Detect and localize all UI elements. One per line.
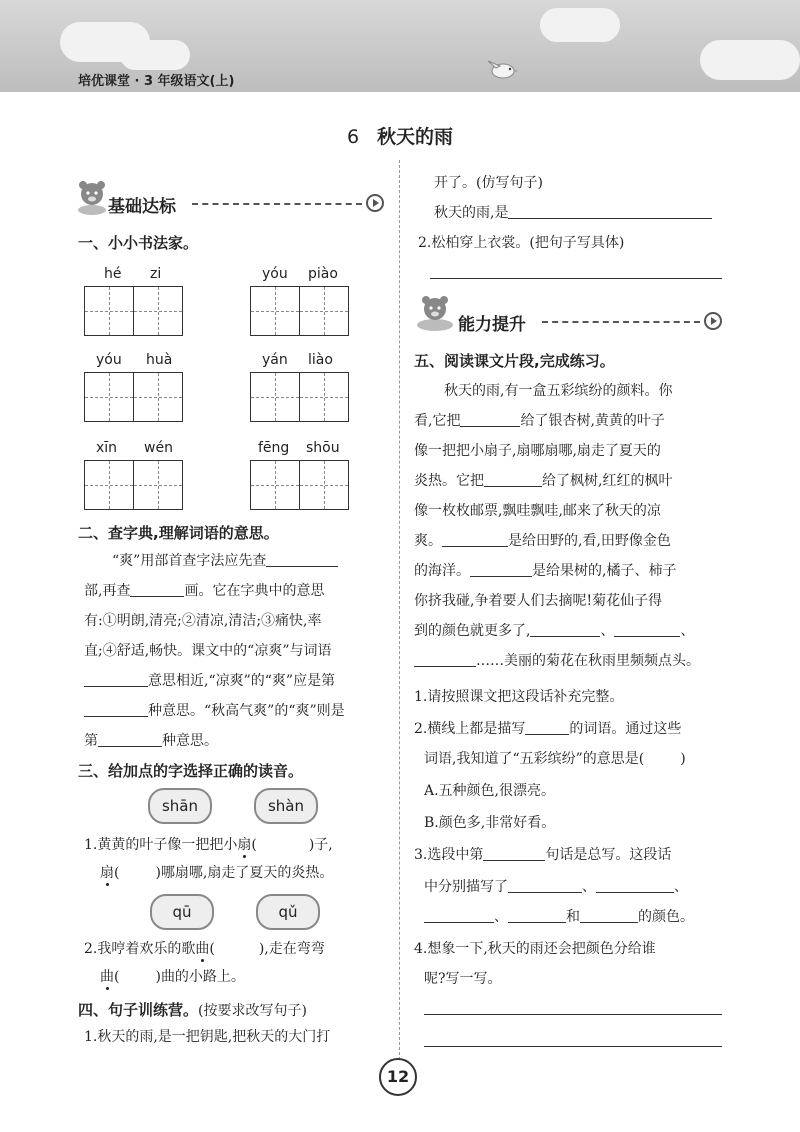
q4-sentence: 1.秋天的雨,是一把钥匙,把秋天的大门打 (84, 1029, 331, 1045)
q1-title: 一、小小书法家。 (78, 234, 199, 252)
section-ability-heading: 能力提升 (458, 315, 526, 335)
heading-dash-line (542, 321, 700, 323)
q2-title: 二、查字典,理解词语的意思。 (78, 524, 279, 542)
writing-grid[interactable] (250, 372, 349, 422)
q2-line: 部,再查 画。它在字典中的意思 (84, 576, 324, 606)
section-basic-heading: 基础达标 (108, 197, 176, 217)
answer-blank[interactable] (266, 550, 338, 567)
answer-blank[interactable] (530, 620, 600, 637)
q2-line: 有:①明朗,清亮;②清凉,清洁;③痛快,率 (84, 613, 322, 629)
bear-mascot-icon (76, 178, 108, 216)
q3-sentence: 曲( )曲的小路上。 (100, 969, 245, 985)
q2-line: 意思相近,“凉爽”的“爽”应是第 (84, 666, 335, 696)
q5-question: 中分别描写了 、 、 (424, 872, 688, 902)
answer-blank[interactable] (508, 202, 712, 219)
play-circle-icon (366, 194, 384, 212)
pronunciation-option[interactable]: qǔ (256, 894, 320, 930)
pinyin: wén (144, 440, 173, 456)
q5-question: 4.想象一下,秋天的雨还会把颜色分给谁 (414, 941, 656, 957)
pinyin: piào (308, 266, 338, 282)
answer-line[interactable] (424, 1014, 722, 1015)
answer-blank[interactable] (470, 560, 532, 577)
page-number: 12 (379, 1058, 417, 1096)
q5-question: 2.横线上都是描写 的词语。通过这些 (414, 714, 681, 744)
answer-blank[interactable] (484, 470, 542, 487)
book-title: 培优课堂 · 3 年级语文(上) (78, 74, 235, 89)
q3-title: 三、给加点的字选择正确的读音。 (78, 762, 304, 780)
pinyin: hé (104, 266, 122, 282)
passage-line: 炎热。它把 给了枫树,红红的枫叶 (414, 466, 672, 496)
q5-question: 1.请按照课文把这段话补充完整。 (414, 689, 624, 705)
answer-blank[interactable] (614, 620, 680, 637)
q2-line: 第 种意思。 (84, 726, 218, 756)
passage-line: 看,它把 给了银杏树,黄黄的叶子 (414, 406, 665, 436)
choice-option-b[interactable]: B.颜色多,非常好看。 (424, 815, 556, 831)
q3-sentence: 2.我哼着欢乐的歌曲( ),走在弯弯 (84, 941, 325, 957)
pronunciation-option[interactable]: shàn (254, 788, 318, 824)
q3-sentence: 1.黄黄的叶子像一把把小扇( )子, (84, 837, 333, 853)
writing-grid[interactable] (84, 372, 183, 422)
pinyin: liào (308, 352, 333, 368)
writing-grid[interactable] (250, 460, 349, 510)
writing-grid[interactable] (250, 286, 349, 336)
pinyin: zi (150, 266, 162, 282)
pinyin: huà (146, 352, 173, 368)
q5-question: 、 和 的颜色。 (424, 902, 694, 932)
q4-sentence: 开了。(仿写句子) (434, 175, 543, 191)
pinyin: xīn (96, 440, 118, 456)
q5-question: 词语,我知道了“五彩缤纷”的意思是( ) (424, 751, 686, 767)
pronunciation-option[interactable]: qū (150, 894, 214, 930)
q4-sentence: 2.松柏穿上衣裳。(把句子写具体) (418, 235, 625, 251)
answer-blank[interactable] (483, 844, 545, 861)
play-circle-icon (704, 312, 722, 330)
answer-line[interactable] (430, 278, 722, 279)
pinyin: fēng (258, 440, 290, 456)
q3-sentence: 扇( )哪扇哪,扇走了夏天的炎热。 (100, 865, 334, 881)
passage-line: 爽。 是给田野的,看,田野像金色 (414, 526, 671, 556)
passage-line: 秋天的雨,有一盒五彩缤纷的颜料。你 (444, 383, 673, 399)
answer-blank[interactable] (580, 906, 638, 923)
answer-blank[interactable] (414, 650, 476, 667)
column-divider (399, 160, 400, 1060)
passage-line: ……美丽的菊花在秋雨里频频点头。 (414, 646, 700, 676)
heading-dash-line (192, 203, 362, 205)
answer-blank[interactable] (596, 876, 674, 893)
lesson-title (0, 122, 800, 149)
pronunciation-option[interactable]: shān (148, 788, 212, 824)
answer-blank[interactable] (442, 530, 508, 547)
q2-line: 种意思。“秋高气爽”的“爽”则是 (84, 696, 345, 726)
answer-blank[interactable] (508, 876, 582, 893)
q4-title: 四、句子训练营。(按要求改写句子) (78, 1001, 307, 1019)
q5-question: 3.选段中第 句话是总写。这段话 (414, 840, 671, 870)
lesson-number: 6 (346, 126, 360, 148)
answer-blank[interactable] (130, 580, 184, 597)
q5-question: 呢?写一写。 (424, 971, 502, 987)
answer-line[interactable] (424, 1046, 722, 1047)
answer-blank[interactable] (460, 410, 520, 427)
pinyin: shōu (306, 440, 340, 456)
writing-grid[interactable] (84, 460, 183, 510)
passage-line: 你挤我碰,争着要人们去摘呢!菊花仙子得 (414, 593, 663, 609)
answer-blank[interactable] (98, 730, 162, 747)
answer-blank[interactable] (525, 718, 569, 735)
passage-line: 像一枚枚邮票,飘哇飘哇,邮来了秋天的凉 (414, 503, 661, 519)
bear-mascot-icon (414, 292, 456, 334)
q4-write-prompt: 秋天的雨,是 (434, 198, 712, 228)
pinyin: yán (262, 352, 288, 368)
answer-blank[interactable] (84, 700, 148, 717)
choice-option-a[interactable]: A.五种颜色,很漂亮。 (424, 783, 556, 799)
lesson-name: 秋天的雨 (377, 126, 454, 148)
answer-blank[interactable] (508, 906, 566, 923)
answer-blank[interactable] (424, 906, 494, 923)
cloud-decoration (120, 40, 190, 70)
passage-line: 的海洋。 是给果树的,橘子、柿子 (414, 556, 676, 586)
q5-title: 五、阅读课文片段,完成练习。 (414, 352, 615, 370)
pinyin: yóu (262, 266, 288, 282)
answer-blank[interactable] (84, 670, 148, 687)
cloud-decoration (700, 40, 800, 80)
q2-line: “爽”用部首查字法应先查 (112, 546, 338, 576)
pinyin: yóu (96, 352, 122, 368)
passage-line: 到的颜色就更多了, 、 、 (414, 616, 694, 646)
cloud-decoration (540, 8, 620, 42)
q2-line: 直;④舒适,畅快。课文中的“凉爽”与词语 (84, 643, 332, 659)
bird-icon (486, 58, 520, 80)
passage-line: 像一把把小扇子,扇哪扇哪,扇走了夏天的 (414, 443, 661, 459)
writing-grid[interactable] (84, 286, 183, 336)
